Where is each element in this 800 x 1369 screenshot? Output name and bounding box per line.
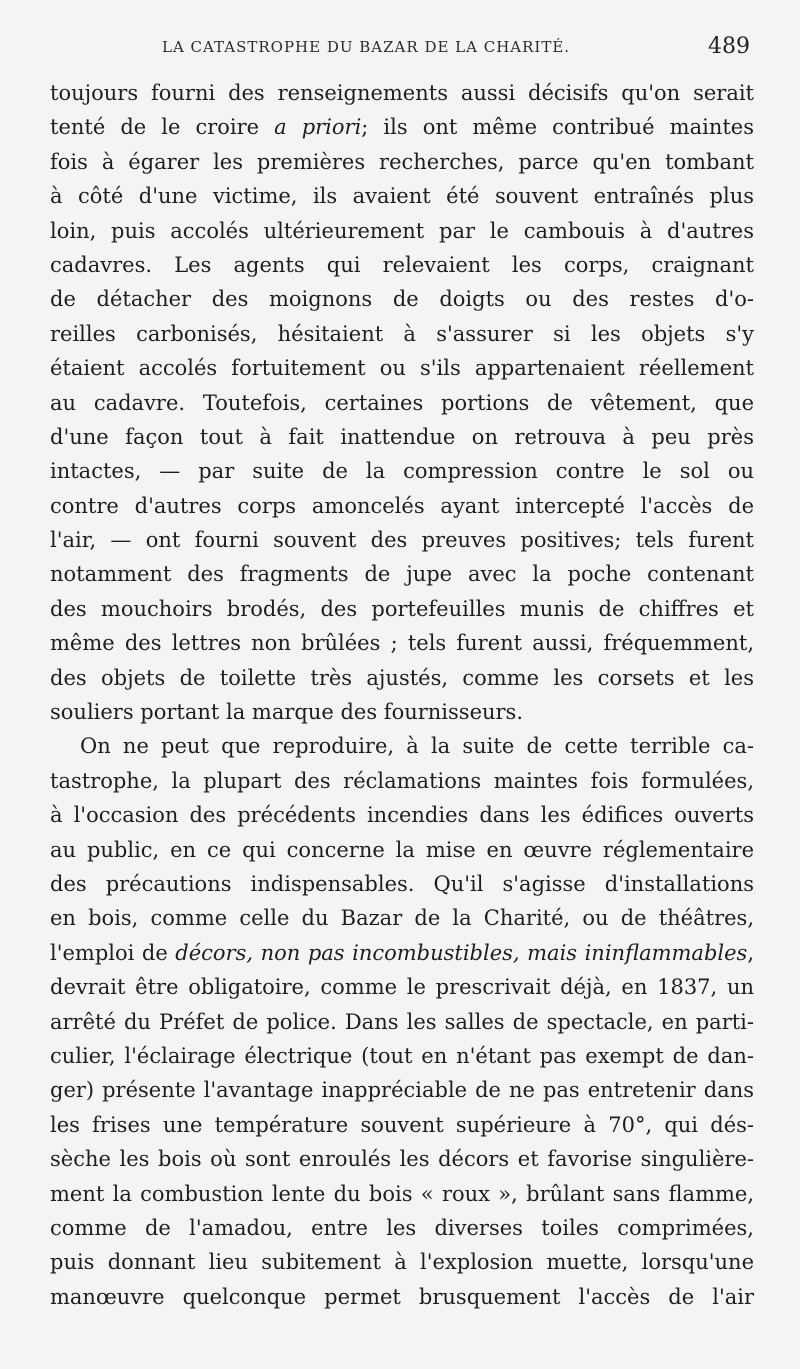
running-head (50, 34, 750, 64)
text-line: culier, l'éclairage électrique (tout en n'étant pas exempt de dan- (50, 1043, 754, 1068)
text-line: fois à égarer les premières recherches, parce qu'en tombant (50, 149, 754, 174)
text-line: On ne peut que reproduire, à la suite de cette terrible ca- (80, 734, 754, 759)
text-line: des mouchoirs brodés, des portefeuilles munis de chiffres et (50, 596, 754, 621)
text-line: arrêté du Préfet de police. Dans les salles de spectacle, en parti- (50, 1009, 754, 1034)
text-line: toujours fourni des renseignements aussi décisifs qu'on serait (50, 81, 754, 105)
text-line: ger) présente l'avantage inappréciable de ne pas entretenir dans (50, 1078, 754, 1103)
text-line: les frises une température souvent supérieure à 70°, qui dés- (50, 1112, 754, 1137)
text-line: tastrophe, la plupart des réclamations maintes fois formulées, (50, 768, 754, 793)
text-line: manœuvre quelconque permet brusquement l'accès de l'air (50, 1284, 754, 1309)
text-line: à côté d'une victime, ils avaient été souvent entraînés plus (50, 184, 754, 209)
text-line: sèche les bois où sont enroulés les décors et favorise singulière- (50, 1147, 754, 1172)
text-line: notamment des fragments de jupe avec la poche contenant (50, 562, 754, 587)
italic-phrase: a priori (274, 115, 362, 140)
text-line: d'une façon tout à fait inattendue on retrouva à peu près (50, 424, 754, 449)
text-line: étaient accolés fortuitement ou s'ils appartenaient réellement (50, 356, 754, 381)
text-segment: ; ils ont même contribué maintes (361, 115, 754, 140)
text-line: contre d'autres corps amoncelés ayant intercepté l'accès de (50, 493, 754, 518)
text-line: comme de l'amadou, entre les diverses toiles comprimées, (50, 1215, 754, 1240)
text-line: à l'occasion des précédents incendies dans les édifices ouverts (50, 803, 754, 828)
text-line: ment la combustion lente du bois « roux », brûlant sans flamme, (50, 1181, 754, 1206)
text-line: reilles carbonisés, hésitaient à s'assurer si les objets s'y (50, 321, 754, 346)
italic-phrase: décors, non pas incombustibles, mais ininflammables (175, 940, 748, 965)
text-line: des objets de toilette très ajustés, comme les corsets et les (50, 665, 754, 690)
text-segment: tenté de le croire (50, 115, 275, 140)
text-line (50, 936, 754, 970)
text-line: puis donnant lieu subitement à l'explosion muette, lorsqu'une (50, 1250, 754, 1275)
text-line: devrait être obligatoire, comme le prescrivait déjà, en 1837, un (50, 975, 754, 1000)
text-line (50, 110, 754, 144)
text-line: loin, puis accolés ultérieurement par le cambouis à d'autres (50, 218, 754, 243)
text-line: des précautions indispensables. Qu'il s'agisse d'installations (50, 871, 754, 896)
text-line: de détacher des moignons de doigts ou des restes d'o- (50, 287, 754, 312)
text-line: cadavres. Les agents qui relevaient les corps, craignant (50, 252, 754, 277)
text-line: au public, en ce qui concerne la mise en œuvre réglementaire (50, 837, 754, 862)
body-text (50, 76, 754, 1314)
text-line: intactes, — par suite de la compression contre le sol ou (50, 459, 754, 484)
text-line: au cadavre. Toutefois, certaines portions de vêtement, que (50, 390, 754, 415)
text-line: l'air, — ont fourni souvent des preuves positives; tels furent (50, 528, 754, 553)
text-segment: l'emploi de (50, 940, 176, 965)
text-line: souliers portant la marque des fournisseurs. (50, 700, 524, 725)
text-line: en bois, comme celle du Bazar de la Charité, ou de théâtres, (50, 906, 754, 931)
text-line: même des lettres non brûlées ; tels furent aussi, fréquemment, (50, 631, 754, 656)
running-title: LA CATASTROPHE DU BAZAR DE LA CHARITÉ. (162, 38, 571, 56)
text-segment: , (747, 940, 754, 965)
page-number: 489 (708, 34, 750, 59)
